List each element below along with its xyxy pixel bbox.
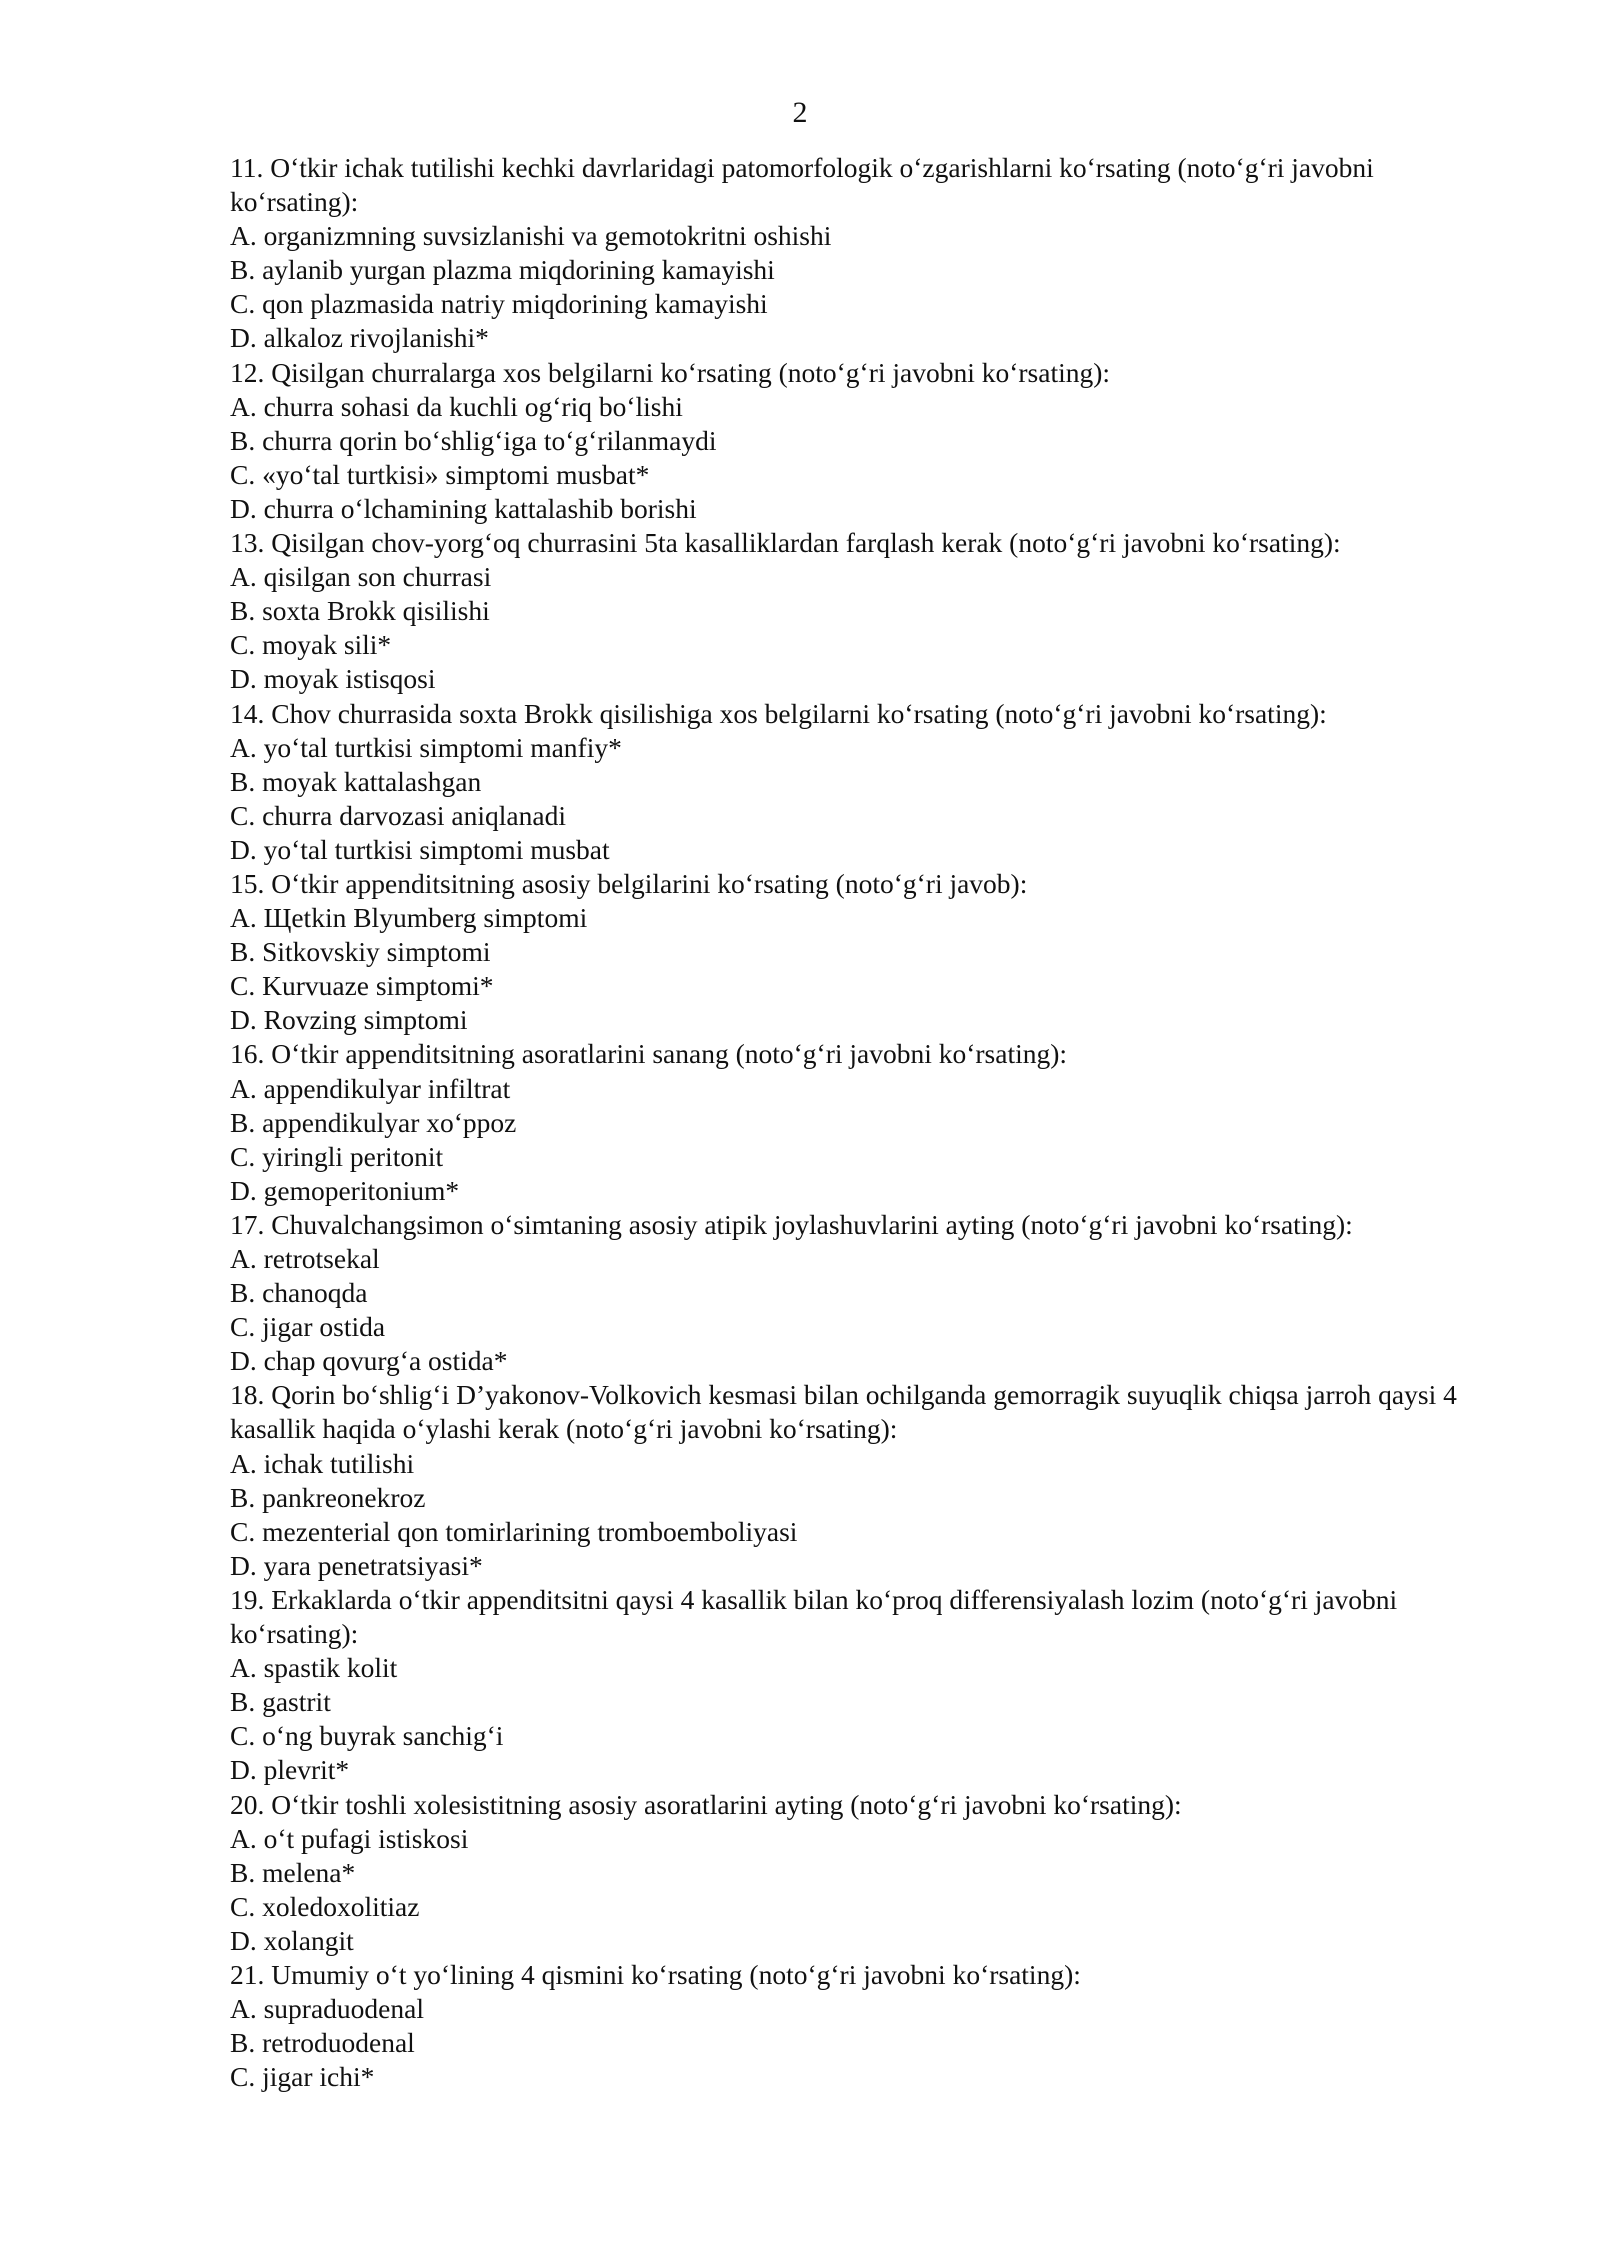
answer-option: B. pankreonekroz	[230, 1481, 426, 1513]
answer-option: B. retroduodenal	[230, 2027, 415, 2059]
question-text: 18. Qorin bo‘shlig‘i D’yakonov-Volkovich kesmasi bilan ochilganda gemorragik suyuqlik chiqsa jarroh qaysi 4 kasallik haqida o‘ylashi kerak (noto‘g‘ri javobni ko‘rsating):	[230, 1379, 1457, 1445]
answer-option: D. gemoperitonium*	[230, 1174, 460, 1206]
answer-option: A. qisilgan son churrasi	[230, 561, 492, 593]
answer-option: A. retrotsekal	[230, 1243, 380, 1274]
answer-option: B. gastrit	[230, 1686, 331, 1718]
question-text: 15. O‘tkir appenditsitning asosiy belgilarini ko‘rsating (noto‘g‘ri javob):	[230, 867, 1028, 899]
question-list	[230, 151, 1490, 2094]
answer-option: A. supraduodenal	[230, 1993, 424, 2025]
answer-option: A. o‘t pufagi istiskosi	[230, 1822, 469, 1854]
answer-option: A. Щetkin Blyumberg simptomi	[230, 902, 588, 934]
question-text: 21. Umumiy o‘t yo‘lining 4 qismini ko‘rsating (noto‘g‘ri javobni ko‘rsating):	[230, 1958, 1081, 1990]
answer-option: C. churra darvozasi aniqlanadi	[230, 799, 566, 831]
answer-option: C. Kurvuaze simptomi*	[230, 970, 494, 1002]
answer-option: C. jigar ichi*	[230, 2061, 375, 2093]
answer-option: A. appendikulyar infiltrat	[230, 1072, 511, 1104]
question-block	[230, 1208, 1490, 1378]
question-text: 13. Qisilgan chov-yorg‘oq churrasini 5ta kasalliklardan farqlash kerak (noto‘g‘ri javobni ko‘rsating):	[230, 527, 1341, 559]
answer-option: C. «yo‘tal turtkisi» simptomi musbat*	[230, 458, 650, 490]
answer-option: D. xolangit	[230, 1924, 354, 1956]
answer-option: B. Sitkovskiy simptomi	[230, 936, 491, 968]
question-text: 19. Erkaklarda o‘tkir appenditsitni qaysi 4 kasallik bilan ko‘proq differensiyalash lozim (noto‘g‘ri javobni ko‘rsating):	[230, 1583, 1398, 1650]
answer-option: A. organizmning suvsizlanishi va gemotokritni oshishi	[230, 220, 832, 252]
question-text: 12. Qisilgan churralarga xos belgilarni ko‘rsating (noto‘g‘ri javobni ko‘rsating):	[230, 356, 1111, 388]
answer-option: C. qon plazmasida natriy miqdorining kamayishi	[230, 288, 768, 320]
question-block	[230, 356, 1490, 526]
answer-option: B. chanoqda	[230, 1277, 368, 1309]
answer-option: A. ichak tutilishi	[230, 1447, 415, 1479]
answer-option: C. mezenterial qon tomirlarining tromboemboliyasi	[230, 1515, 798, 1547]
answer-option: D. churra o‘lchamining kattalashib borishi	[230, 492, 697, 524]
answer-option: C. yiringli peritonit	[230, 1140, 444, 1172]
question-block	[230, 1037, 1490, 1207]
answer-option: B. churra qorin bo‘shlig‘iga to‘g‘rilanmaydi	[230, 424, 717, 456]
answer-option: C. jigar ostida	[230, 1311, 386, 1343]
question-text: 11. O‘tkir ichak tutilishi kechki davrlaridagi patomorfologik o‘zgarishlarni ko‘rsating (noto‘g‘ri javobni ko‘rsating):	[230, 152, 1374, 218]
question-block	[230, 867, 1490, 1037]
answer-option: D. chap qovurg‘a ostida*	[230, 1345, 508, 1377]
answer-option: C. moyak sili*	[230, 629, 392, 661]
question-text: 17. Chuvalchangsimon o‘simtaning asosiy atipik joylashuvlarini ayting (noto‘g‘ri javobni ko‘rsating):	[230, 1208, 1353, 1240]
answer-option: B. aylanib yurgan plazma miqdorining kamayishi	[230, 254, 775, 286]
question-text: 14. Chov churrasida soxta Brokk qisilishiga xos belgilarni ko‘rsating (noto‘g‘ri javobni ko‘rsating):	[230, 697, 1327, 729]
answer-option: C. o‘ng buyrak sanchig‘i	[230, 1720, 504, 1752]
answer-option: D. Rovzing simptomi	[230, 1004, 468, 1036]
answer-option: D. alkaloz rivojlanishi*	[230, 322, 489, 354]
answer-option: D. yo‘tal turtkisi simptomi musbat	[230, 833, 610, 865]
question-block	[230, 1958, 1490, 2094]
answer-option: B. melena*	[230, 1856, 356, 1888]
question-block	[230, 1788, 1490, 1958]
answer-option: D. moyak istisqosi	[230, 663, 436, 695]
answer-option: B. appendikulyar xo‘ppoz	[230, 1106, 517, 1138]
page-number: 2	[792, 96, 808, 129]
question-text: 16. O‘tkir appenditsitning asoratlarini sanang (noto‘g‘ri javobni ko‘rsating):	[230, 1038, 1068, 1070]
question-block	[230, 151, 1490, 356]
answer-option: A. spastik kolit	[230, 1652, 398, 1684]
answer-option: A. yo‘tal turtkisi simptomi manfiy*	[230, 731, 622, 763]
question-text: 20. O‘tkir toshli xolesistitning asosiy asoratlarini ayting (noto‘g‘ri javobni ko‘rsating):	[230, 1788, 1182, 1820]
answer-option: B. moyak kattalashgan	[230, 765, 482, 797]
question-block	[230, 1583, 1490, 1788]
answer-option: A. churra sohasi da kuchli og‘riq bo‘lishi	[230, 390, 683, 422]
question-block	[230, 526, 1490, 696]
question-block	[230, 697, 1490, 867]
answer-option: D. yara penetratsiyasi*	[230, 1549, 483, 1581]
answer-option: C. xoledoxolitiaz	[230, 1890, 420, 1922]
answer-option: D. plevrit*	[230, 1754, 350, 1786]
answer-option: B. soxta Brokk qisilishi	[230, 595, 490, 627]
question-block	[230, 1378, 1490, 1583]
